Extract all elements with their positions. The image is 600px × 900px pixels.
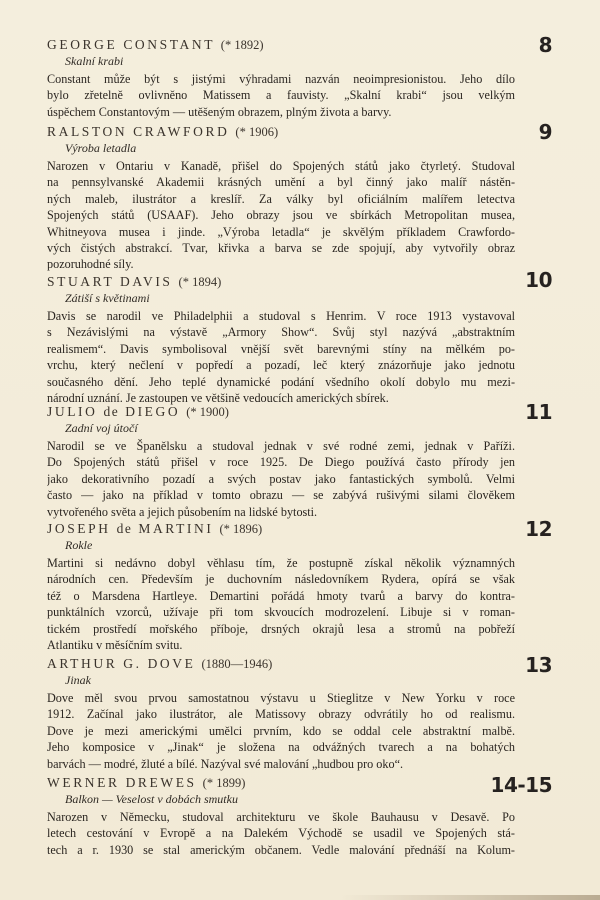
artwork-title: Balkon — Veselost v dobách smutku (65, 792, 238, 806)
artist-name: ARTHUR G. DOVE (47, 656, 196, 671)
artist-name-particle: de (103, 404, 120, 419)
artwork-title: Zátiší s květinami (65, 291, 150, 305)
plate-number: 10 (525, 268, 552, 292)
artist-heading (47, 404, 515, 420)
artist-heading (47, 274, 515, 290)
artwork-title: Jinak (65, 673, 91, 687)
artist-description (47, 690, 515, 772)
text-line: realismem“. Davis symbolisoval vnější svět barevnými stíny na mělkém po- (47, 341, 515, 356)
text-line: letech cestování v Evropě a na Dalekém Východě se usadil ve Spojených stá- (47, 826, 515, 841)
text-line: Whitneyova musea i jinde. „Výroba letadla“ je skvělým příkladem Crawfordo- (47, 224, 515, 239)
artist-dates: (* 1896) (219, 522, 263, 536)
text-line: úspěchem Constantovým — utěšeným obrazem, plným života a barvy. (47, 104, 392, 119)
text-line: jako dekorativního pozadí a svých postav jako fantastických symbolů. Velmi (47, 471, 515, 486)
artist-name: RALSTON CRAWFORD (47, 124, 230, 139)
text-line: Jeho komposice v „Jinak“ je složena na odvážných tvarech a na bohatých (47, 740, 515, 755)
text-line: 1912. Začínal jako ilustrátor, ale Matissovy obrazy odvrátily ho od realismu. (47, 707, 515, 722)
plate-number: 9 (538, 120, 552, 144)
text-line: Spojených států (USAAF). Jeho obrazy jsou ve sbírkách Metropolitan musea, (47, 208, 515, 223)
text-line: národních cen. Především je duchovním následovníkem Rydera, opírá se však (47, 572, 515, 587)
text-line: Constant může být s jistými výhradami nazván neoimpresionistou. Jeho dílo (47, 72, 515, 86)
artwork-title: Rokle (65, 538, 93, 552)
artist-first-name: JOSEPH (47, 521, 111, 536)
text-line: Narozen v Německu, studoval architekturu ve škole Bauhausu v Desavě. Po (47, 810, 515, 824)
text-line: Atlantiku v měsíčním svitu. (47, 638, 183, 653)
text-line: vrchu, který nečlení v popředí a pozadí, leč který znázorňuje jako jednotu (47, 358, 515, 373)
artist-heading (47, 37, 515, 53)
artist-last-name: MARTINI (138, 521, 214, 536)
text-line: současného dění. Jeho teplé dynamické podání všedního okolí dobylo mu mezi- (47, 374, 515, 389)
text-line: pozoruhodné síly. (47, 257, 134, 272)
plate-number: 12 (525, 517, 552, 541)
text-line: Dove měl svou prvou samostatnou výstavu u Stieglitze v New Yorku v roce (47, 691, 515, 705)
artist-description (47, 555, 515, 653)
artist-description (47, 158, 515, 273)
entry-werner-drewes (47, 775, 515, 858)
entry-julio-de-diego (47, 404, 515, 520)
artist-heading (47, 124, 515, 140)
artist-dates: (1880—1946) (201, 657, 273, 671)
artist-description (47, 71, 515, 120)
text-line: vytvořeného světa a jejich působením na lidské bytosti. (47, 504, 318, 519)
plate-number: 8 (538, 33, 552, 57)
artist-name: WERNER DREWES (47, 775, 197, 790)
artist-description (47, 809, 515, 858)
text-line: Narozen v Ontariu v Kanadě, přišel do Spojených států jako čtyrletý. Studoval (47, 159, 515, 173)
text-line: na pennsylvanské Akademii krásných umění a byl činný jako malíř nástěn- (47, 175, 515, 190)
text-line: vých čistých abstrakcí. Tvar, křivka a barva se zde spojují, aby vytvořily obraz (47, 241, 515, 256)
entry-ralston-crawford (47, 124, 515, 273)
artwork-title: Výroba letadla (65, 141, 137, 155)
artist-heading (47, 521, 515, 537)
artist-name-particle: de (116, 521, 133, 536)
plate-number: 14-15 (490, 773, 552, 797)
text-line: Narodil se ve Španělsku a studoval jednak v své rodné zemi, jednak v Paříži. (47, 439, 515, 453)
plate-number: 11 (525, 400, 552, 424)
artist-description (47, 308, 515, 406)
text-line: ných maleb, ilustrátor a kreslíř. Za války byl oficiálním malířem letectva (47, 191, 515, 206)
artist-dates: (* 1899) (202, 776, 246, 790)
artist-name: STUART DAVIS (47, 274, 173, 289)
text-line: bylo zřetelně ovlivněno Matissem a fauvisty. „Skalní krabi“ jsou velkým (47, 88, 515, 103)
artist-description (47, 438, 515, 520)
text-line: často — jako na příklad v tomto obrazu — se zabývá rušivými silami člověkem (47, 488, 515, 503)
entry-arthur-g-dove (47, 656, 515, 772)
artist-heading (47, 775, 515, 791)
text-line: Do Spojených států přišel v roce 1925. De Diego používá často přírody jen (47, 455, 515, 470)
plate-number: 13 (525, 653, 552, 677)
artist-dates: (* 1906) (235, 125, 279, 139)
text-line: s Nezávislými na výstavě „Armory Show“. Svůj styl nazývá „abstraktním (47, 325, 515, 340)
entry-george-constant (47, 37, 515, 120)
text-line: Martini si nedávno dobyl věhlasu tím, že postupně získal několik významných (47, 556, 515, 570)
entry-joseph-de-martini (47, 521, 515, 653)
artwork-title: Zadní voj útočí (65, 421, 138, 435)
artist-dates: (* 1892) (220, 38, 264, 52)
text-line: barvách — modré, žluté a bílé. Nazýval své malování „hudbou pro oko“. (47, 756, 404, 771)
artist-first-name: JULIO (47, 404, 98, 419)
artwork-title: Skalní krabi (65, 54, 124, 68)
text-line: národní uznání. Je zastoupen ve většině vedoucích amerických sbírek. (47, 391, 389, 406)
text-line: tech a r. 1930 se stal americkým občanem. Vedle malování přednáší na Kolum- (47, 842, 515, 857)
artist-last-name: DIEGO (125, 404, 181, 419)
text-line: též o Marsdena Hartleye. Demartini pořádá hmoty tvarů a barvy do kontra- (47, 588, 515, 603)
text-line: tickém prostředí mořského příboje, drsných okrajů lesa a stromů na pobřeží (47, 621, 515, 636)
text-line: punktálních vzorců, užívaje při tom skvoucích modrozelení. Libuje si v roman- (47, 605, 515, 620)
artist-heading (47, 656, 515, 672)
artist-dates: (* 1900) (186, 405, 229, 419)
page-edge-shadow (340, 895, 600, 900)
text-line: Dove je mezi americkými umělci prvním, kdo se oddal cele abstraktní malbě. (47, 723, 515, 738)
artist-name: GEORGE CONSTANT (47, 37, 215, 52)
entry-stuart-davis (47, 274, 515, 406)
text-line: Davis se narodil ve Philadelphii a studoval s Henrim. V roce 1913 vystavoval (47, 309, 515, 323)
artist-dates: (* 1894) (178, 275, 222, 289)
